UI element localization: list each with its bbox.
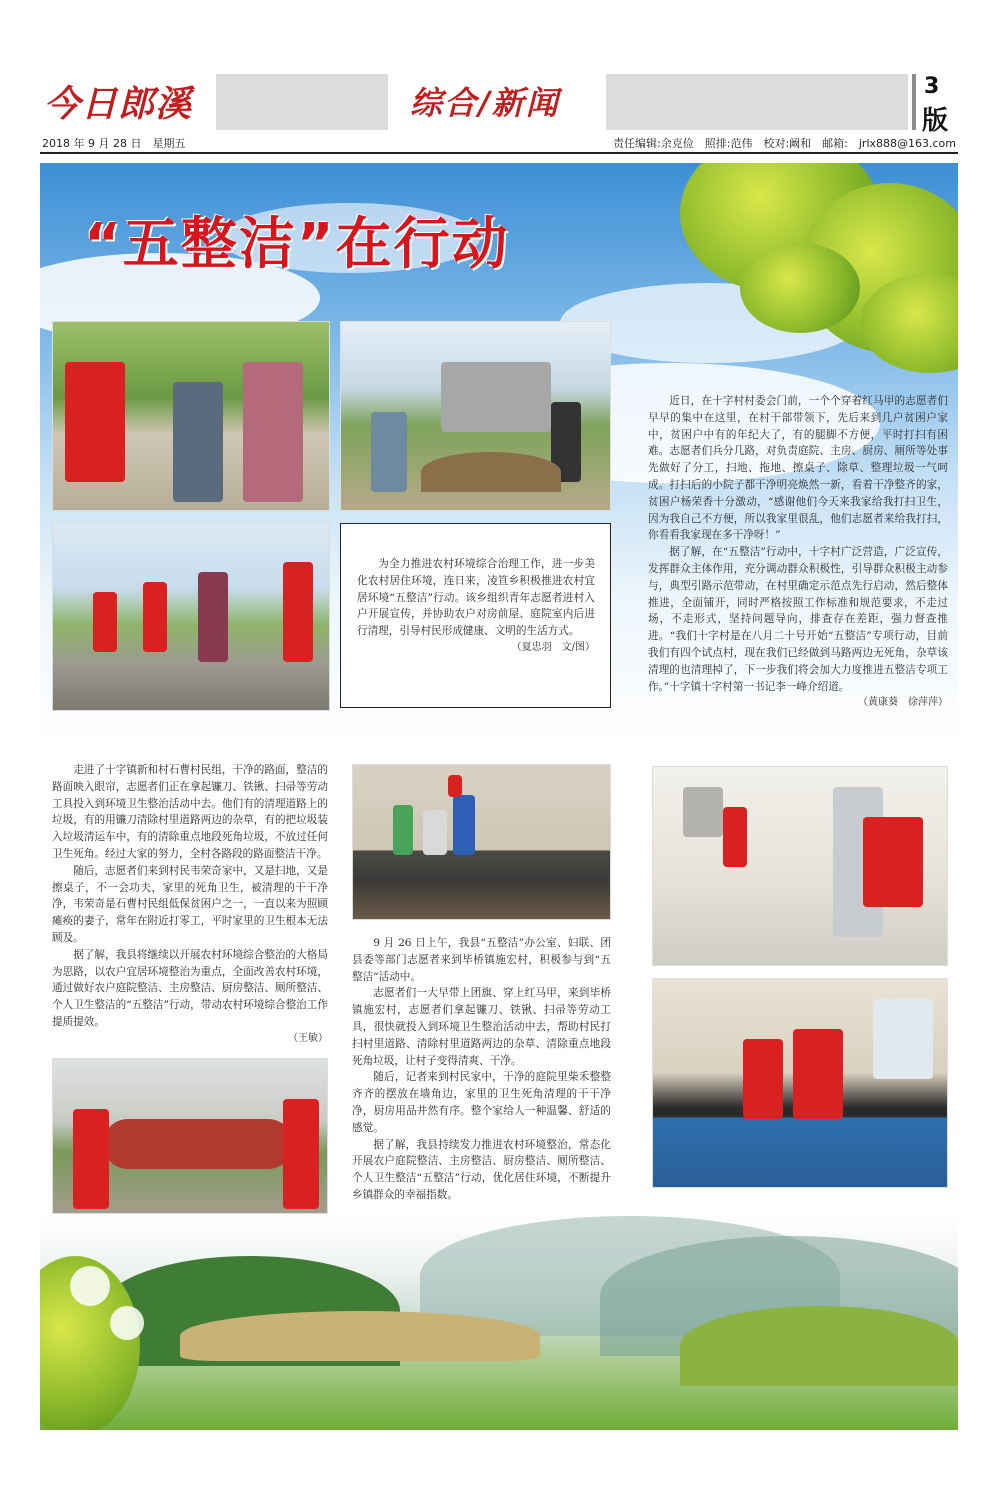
masthead <box>40 70 958 134</box>
photo-kitchen-sink <box>652 978 948 1188</box>
masthead-gray-box-left <box>216 74 388 130</box>
newspaper-logo: 今日郎溪 <box>44 83 193 125</box>
left-article-paragraph: 走进了十字镇新和村石曹村民组，干净的路面，整洁的路面映入眼帘，志愿者们正在拿起镰刀、铁锹、扫帚等劳动工具投入到环境卫生整治活动中去。他们有的清理道路上的垃圾，有的用镰刀清除村里道路两边的杂草，有的把垃圾装入垃圾清运车中，有的清除重点地段死角垃圾，不放过任何卫生死角。经过大家的努力，全村各路段的路面整洁干净。 <box>52 764 328 860</box>
middle-article-paragraph: 据了解，我县持续发力推进农村环境整治，常态化开展农户庭院整洁、主房整洁、厨房整洁、厕所整洁、个人卫生整洁“五整洁”行动，优化居住环境，不断提升乡镇群众的幸福指数。 <box>352 1138 611 1201</box>
left-article-byline: （王敏） <box>288 1032 328 1044</box>
header-rule <box>40 152 958 154</box>
left-article-paragraph: 据了解，我县将继续以开展农村环境综合整治的大格局为思路，以农户宜居环境整治为重点，全面改善农村环境，通过做好农户庭院整洁、主房整洁、厨房整洁、厕所整洁、个人卫生整洁的“五整洁”行动，带动农村环境综合整治工作提质提效。 <box>52 948 328 1028</box>
page-headline: “五整洁”在行动 <box>84 212 510 277</box>
photo-mopping-floor <box>652 766 948 966</box>
right-article-byline: （黄康葵 徐萍萍） <box>858 697 948 709</box>
intro-byline: （夏忠羽 文/图） <box>511 641 595 653</box>
section-title: 综合/新闻 <box>410 84 560 122</box>
photo-truck-cleanup <box>340 321 611 511</box>
page-suffix: 版 <box>922 106 949 136</box>
right-article-paragraph: 据了解，在“五整洁”行动中，十字村广泛营造，广泛宣传，发挥群众主体作用，充分调动群众积极性，引导群众积极主动参与，典型引路示范带动，在村里确定示范点先行启动，然后整体推进，全面铺开，同时严格按照工作标准和规范要求，不走过场，不走形式，坚持问题导向，排查存在差距，强力督查推进。“我们十字村是在八月二十号开始“五整洁”专项行动，目前我们有四个试点村，现在我们已经做到马路两边无死角，杂草该清理的也清理掉了，下一步我们将会加大力度推进五整洁专项工作。”十字镇十字村第一书记李一峰介绍道。 <box>648 546 948 693</box>
intro-box <box>340 523 611 708</box>
photo-sweeping-road <box>52 521 330 711</box>
photo-kitchen-counter <box>352 764 611 920</box>
left-article <box>52 762 328 1048</box>
page-number: 3 <box>924 74 940 99</box>
photo-carrying-tarp <box>52 1058 328 1214</box>
issue-date: 2018 年 9 月 28 日 星期五 <box>42 137 186 150</box>
left-article-paragraph: 随后，志愿者们来到村民韦荣奇家中，又是扫地，又是擦桌子，不一会功夫，家里的死角卫生，被清理的干干净净，韦荣奇是石曹村民组低保贫困户之一，一直以来为照顾瘫痪的妻子，常年在附近打零工，平时家里的卫生根本无法顾及。 <box>52 864 328 944</box>
intro-text-block <box>357 556 595 657</box>
editorial-credits: 责任编辑:余克俭 照排:范伟 校对:阚和 邮箱: jrlx888@163.com <box>613 137 956 150</box>
dateline <box>40 134 958 152</box>
landscape-illustration <box>40 1216 958 1430</box>
right-article <box>648 393 948 712</box>
photo-volunteers-visiting <box>52 321 330 511</box>
middle-article-paragraph: 随后，记者来到村民家中，干净的庭院里柴禾整整齐齐的摆放在墙角边，家里的卫生死角清理的干干净净，厨房用品井然有序。整个家给人一种温馨、舒适的感觉。 <box>352 1071 611 1134</box>
right-article-paragraph: 近日，在十字村村委会门前，一个个穿着红马甲的志愿者们早早的集中在这里，在村干部带领下，先后来到几户贫困户家中，贫困户中有的年纪大了，有的腿脚不方便，平时打扫有困难。志愿者们兵分几路，对负责庭院、主房、厨房、厕所等处事先做好了分工，扫地、拖地、擦桌子、除草、整理垃圾一气呵成。打扫后的小院子都干净明亮焕然一新，看着干净整齐的家，贫困户杨荣香十分激动，“感谢他们今天来我家给我打扫卫生，因为我自己不方便，所以我家里很乱，他们志愿者来给我打扫，你看看我家现在多干净呀！” <box>648 395 948 542</box>
intro-paragraph: 为全力推进农村环境综合治理工作，进一步美化农村居住环境，连日来，凌笪乡积极推进农村宜居环境“五整洁”行动。该乡组织青年志愿者进村入户开展宣传，并协助农户对房前屋、庭院室内后进行清理，引导村民形成健康、文明的生活方式。 <box>357 558 595 638</box>
middle-article-paragraph: 志愿者们一大早带上团旗、穿上红马甲，来到毕桥镇施宏村，志愿者们拿起镰刀、铁锹、扫帚等劳动工具，很快就投入到环境卫生整治活动中去，帮助村民打扫村里道路、清除村里道路两边的杂草、清除重点地段死角垃圾，让村子变得清爽、干净。 <box>352 987 611 1067</box>
middle-article <box>352 935 611 1204</box>
masthead-gray-box-right <box>606 74 908 130</box>
middle-article-paragraph: 9 月 26 日上午，我县“五整洁”办公室、妇联、团县委等部门志愿者来到毕桥镇施宏村，积极参与到“五整洁”活动中。 <box>352 937 611 983</box>
masthead-divider <box>912 74 916 130</box>
